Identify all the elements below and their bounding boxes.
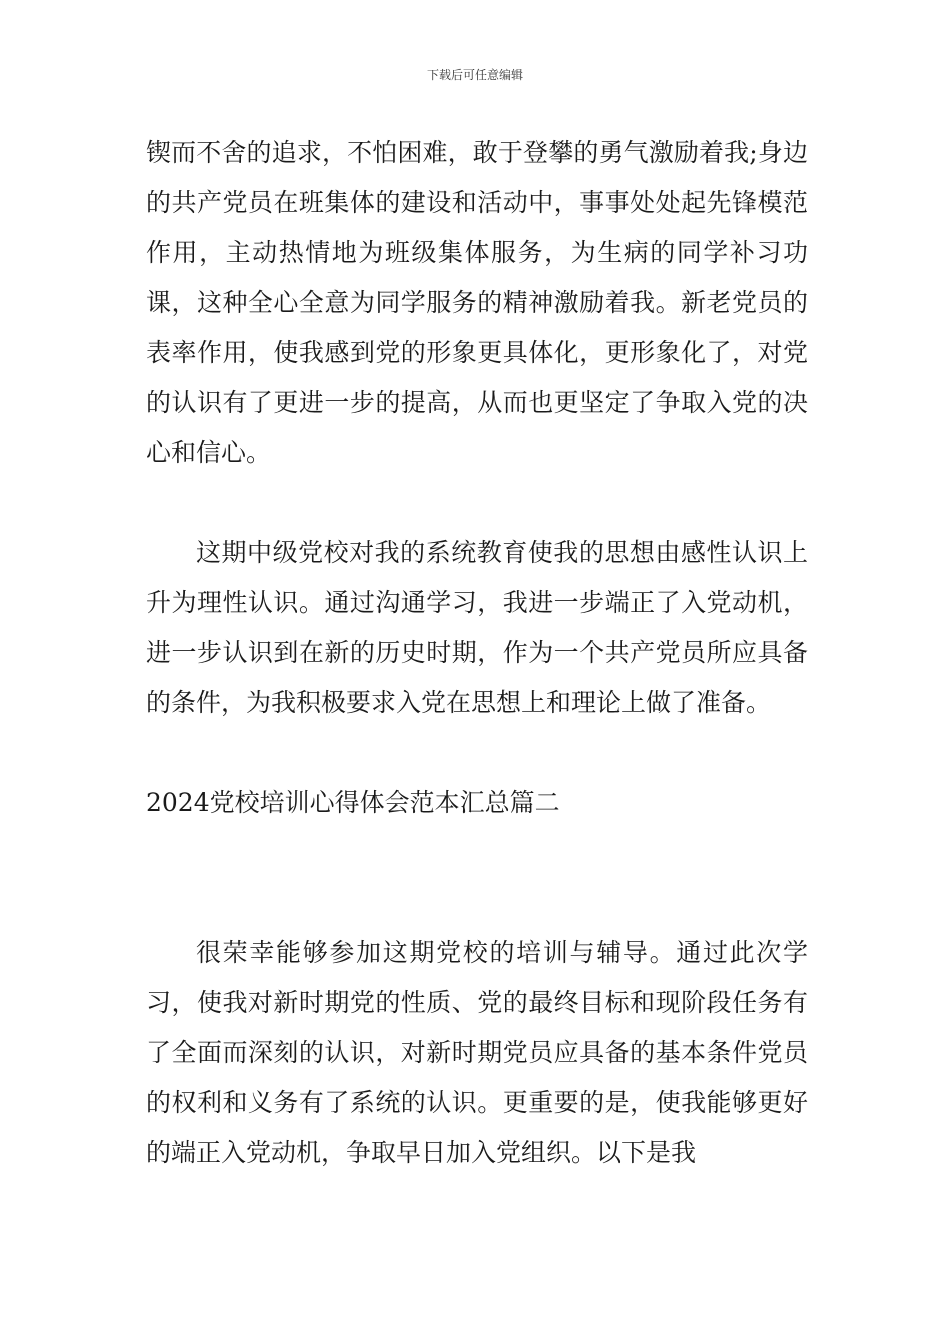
paragraph-party-school-education: 这期中级党校对我的系统教育使我的思想由感性认识上升为理性认识。通过沟通学习，我进一步端正了入党动机，进一步认识到在新的历史时期，作为一个共产党员所应具备的条件，为我积极要求入党在思想上和理论上做了准备。 — [146, 538, 808, 717]
page-header: 下载后可任意编辑 — [426, 68, 523, 82]
paragraph-continuation: 锲而不舍的追求，不怕困难，敢于登攀的勇气激励着我;身边的共产党员在班集体的建设和活动中，事事处处起先锋模范作用，主动热情地为班级集体服务，为生病的同学补习功课，这种全心全意为同学服务的精神激励着我。新老党员的表率作用，使我感到党的形象更具体化，更形象化了，对党的认识有了更进一步的提高，从而也更坚定了争取入党的决心和信心。 — [146, 138, 808, 467]
document-body — [146, 128, 808, 1178]
section-title: 2024党校培训心得体会范本汇总篇二 — [146, 788, 560, 817]
paragraph-training-intro: 很荣幸能够参加这期党校的培训与辅导。通过此次学习，使我对新时期党的性质、党的最终目标和现阶段任务有了全面而深刻的认识，对新时期党员应具备的基本条件党员的权利和义务有了系统的认识。更重要的是，使我能够更好的端正入党动机，争取早日加入党组织。以下是我 — [146, 938, 808, 1167]
